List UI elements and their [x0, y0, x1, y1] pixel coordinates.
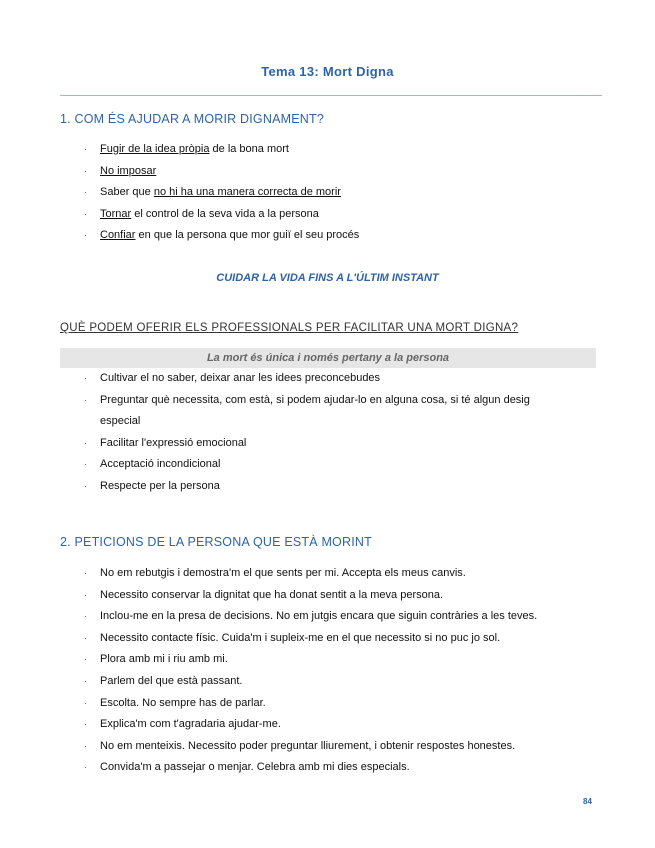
- list-item: · Saber que no hi ha una manera correcta de morir: [84, 186, 341, 199]
- highlight-phrase: CUIDAR LA VIDA FINS A L'ÚLTIM INSTANT: [216, 272, 439, 284]
- list-item: · Necessito contacte físic. Cuida'm i supleix-me en el que necessito si no puc jo sol.: [84, 631, 501, 644]
- subsection-heading: QUÈ PODEM OFERIR ELS PROFESSIONALS PER FACILITAR UNA MORT DIGNA?: [60, 322, 519, 334]
- list-item: · No em menteixis. Necessito poder preguntar lliurement, i obtenir respostes honestes.: [84, 739, 516, 752]
- section1-list: [84, 139, 359, 247]
- list-item: · Respecte per la persona: [84, 479, 220, 492]
- list-item: · Parlem del que està passant.: [84, 674, 243, 687]
- list-item: · Plora amb mi i riu amb mi.: [84, 653, 228, 666]
- list-item: · Preguntar què necessita, com està, si podem ajudar-lo en alguna cosa, si té algun desig: [84, 393, 530, 406]
- list-item: · Explica'm com t'agradaria ajudar-me.: [84, 718, 281, 731]
- list-item: · Inclou-me en la presa de decisions. No em jutgis encara que siguin contràries a les teves.: [84, 610, 538, 623]
- list-item: · Cultivar el no saber, deixar anar les idees preconcebudes: [84, 372, 381, 384]
- list-item: · Tornar el control de la seva vida a la persona: [84, 207, 319, 220]
- shaded-quote: La mort és única i només pertany a la persona: [60, 348, 596, 368]
- section1-heading: 1. COM ÉS AJUDAR A MORIR DIGNAMENT?: [60, 112, 324, 126]
- title-divider: [60, 95, 602, 96]
- list-item: · No em rebutgis i demostra'm el que sents per mi. Accepta els meus canvis.: [84, 567, 466, 579]
- list-item: · Confiar en que la persona que mor guiï el seu procés: [84, 229, 360, 242]
- list-item: · Facilitar l'expressió emocional: [84, 436, 247, 449]
- list-item: · No imposar: [84, 164, 157, 177]
- section2-heading: 2. PETICIONS DE LA PERSONA QUE ESTÀ MORINT: [60, 535, 372, 549]
- page-number: 84: [583, 797, 592, 806]
- page-title: Tema 13: Mort Digna: [261, 64, 394, 79]
- section2-list: [84, 563, 537, 779]
- subsection-list: [84, 368, 530, 498]
- list-item: especial: [100, 415, 141, 428]
- list-item: · Escolta. No sempre has de parlar.: [84, 696, 266, 709]
- list-item: · Convida'm a passejar o menjar. Celebra amb mi dies especials.: [84, 761, 410, 774]
- list-item: · Acceptació incondicional: [84, 458, 221, 471]
- list-item: · Fugir de la idea pròpia de la bona mort: [84, 143, 289, 155]
- list-item: · Necessito conservar la dignitat que ha donat sentit a la meva persona.: [84, 588, 444, 601]
